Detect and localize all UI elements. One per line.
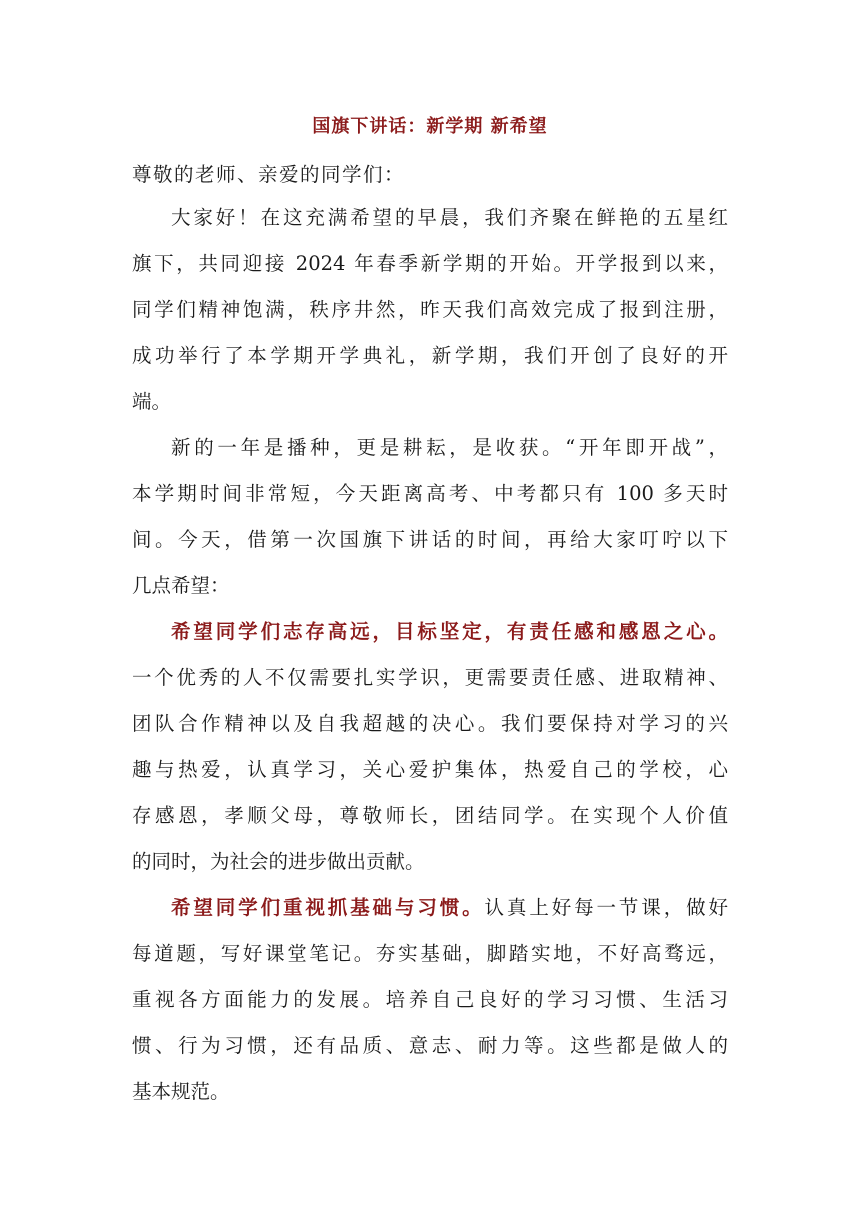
paragraph-hope-ambition [132, 609, 728, 885]
paragraph-line: 团队合作精神以及自我超越的决心。我们要保持对学习的兴 [132, 712, 728, 735]
speech-body [132, 155, 728, 1115]
paragraph-new-year [132, 425, 728, 609]
paragraph-line: 旗下，共同迎接 2024 年春季新学期的开始。开学报到以来， [132, 252, 728, 275]
paragraph-line: 本学期时间非常短，今天距离高考、中考都只有 100 多天时 [132, 482, 728, 505]
paragraph-line: 重视各方面能力的发展。培养自己良好的学习习惯、生活习 [132, 988, 728, 1011]
paragraph-line: 每道题，写好课堂笔记。夯实基础，脚踏实地，不好高骛远， [132, 942, 728, 965]
paragraph-highlight-line [132, 609, 728, 655]
paragraph-line: 新的一年是播种，更是耕耘，是收获。“开年即开战”， [171, 436, 728, 459]
paragraph-line: 一个优秀的人不仅需要扎实学识，更需要责任感、进取精神、 [132, 666, 728, 689]
paragraph-highlight-line [132, 885, 728, 931]
paragraph-greeting [132, 195, 728, 425]
paragraph-line: 基本规范。 [132, 1080, 230, 1103]
paragraph-line: 的同时，为社会的进步做出贡献。 [132, 850, 425, 873]
highlight-sentence: 希望同学们志存高远，目标坚定，有责任感和感恩之心。 [171, 620, 728, 643]
paragraph-line: 大家好！在这充满希望的早晨，我们齐聚在鲜艳的五星红 [171, 206, 728, 229]
salutation: 尊敬的老师、亲爱的同学们： [132, 163, 406, 186]
paragraph-line: 趣与热爱，认真学习，关心爱护集体，热爱自己的学校，心 [132, 758, 728, 781]
paragraph-line: 惯、行为习惯，还有品质、意志、耐力等。这些都是做人的 [132, 1034, 728, 1057]
paragraph-line: 间。今天，借第一次国旗下讲话的时间，再给大家叮咛以下 [132, 528, 728, 551]
speech-title: 国旗下讲话：新学期 新希望 [312, 116, 548, 137]
paragraph-line: 存感恩，孝顺父母，尊敬师长，团结同学。在实现个人价值 [132, 804, 728, 827]
paragraph-line: 端。 [132, 390, 172, 413]
paragraph-line: 成功举行了本学期开学典礼，新学期，我们开创了良好的开 [132, 344, 728, 367]
paragraph-line: 几点希望： [132, 574, 230, 597]
paragraph-hope-basics [132, 885, 728, 1115]
highlight-rest: 认真上好每一节课，做好 [484, 896, 728, 919]
paragraph-line: 同学们精神饱满，秩序井然，昨天我们高效完成了报到注册， [132, 298, 728, 321]
highlight-sentence: 希望同学们重视抓基础与习惯。 [171, 896, 485, 919]
